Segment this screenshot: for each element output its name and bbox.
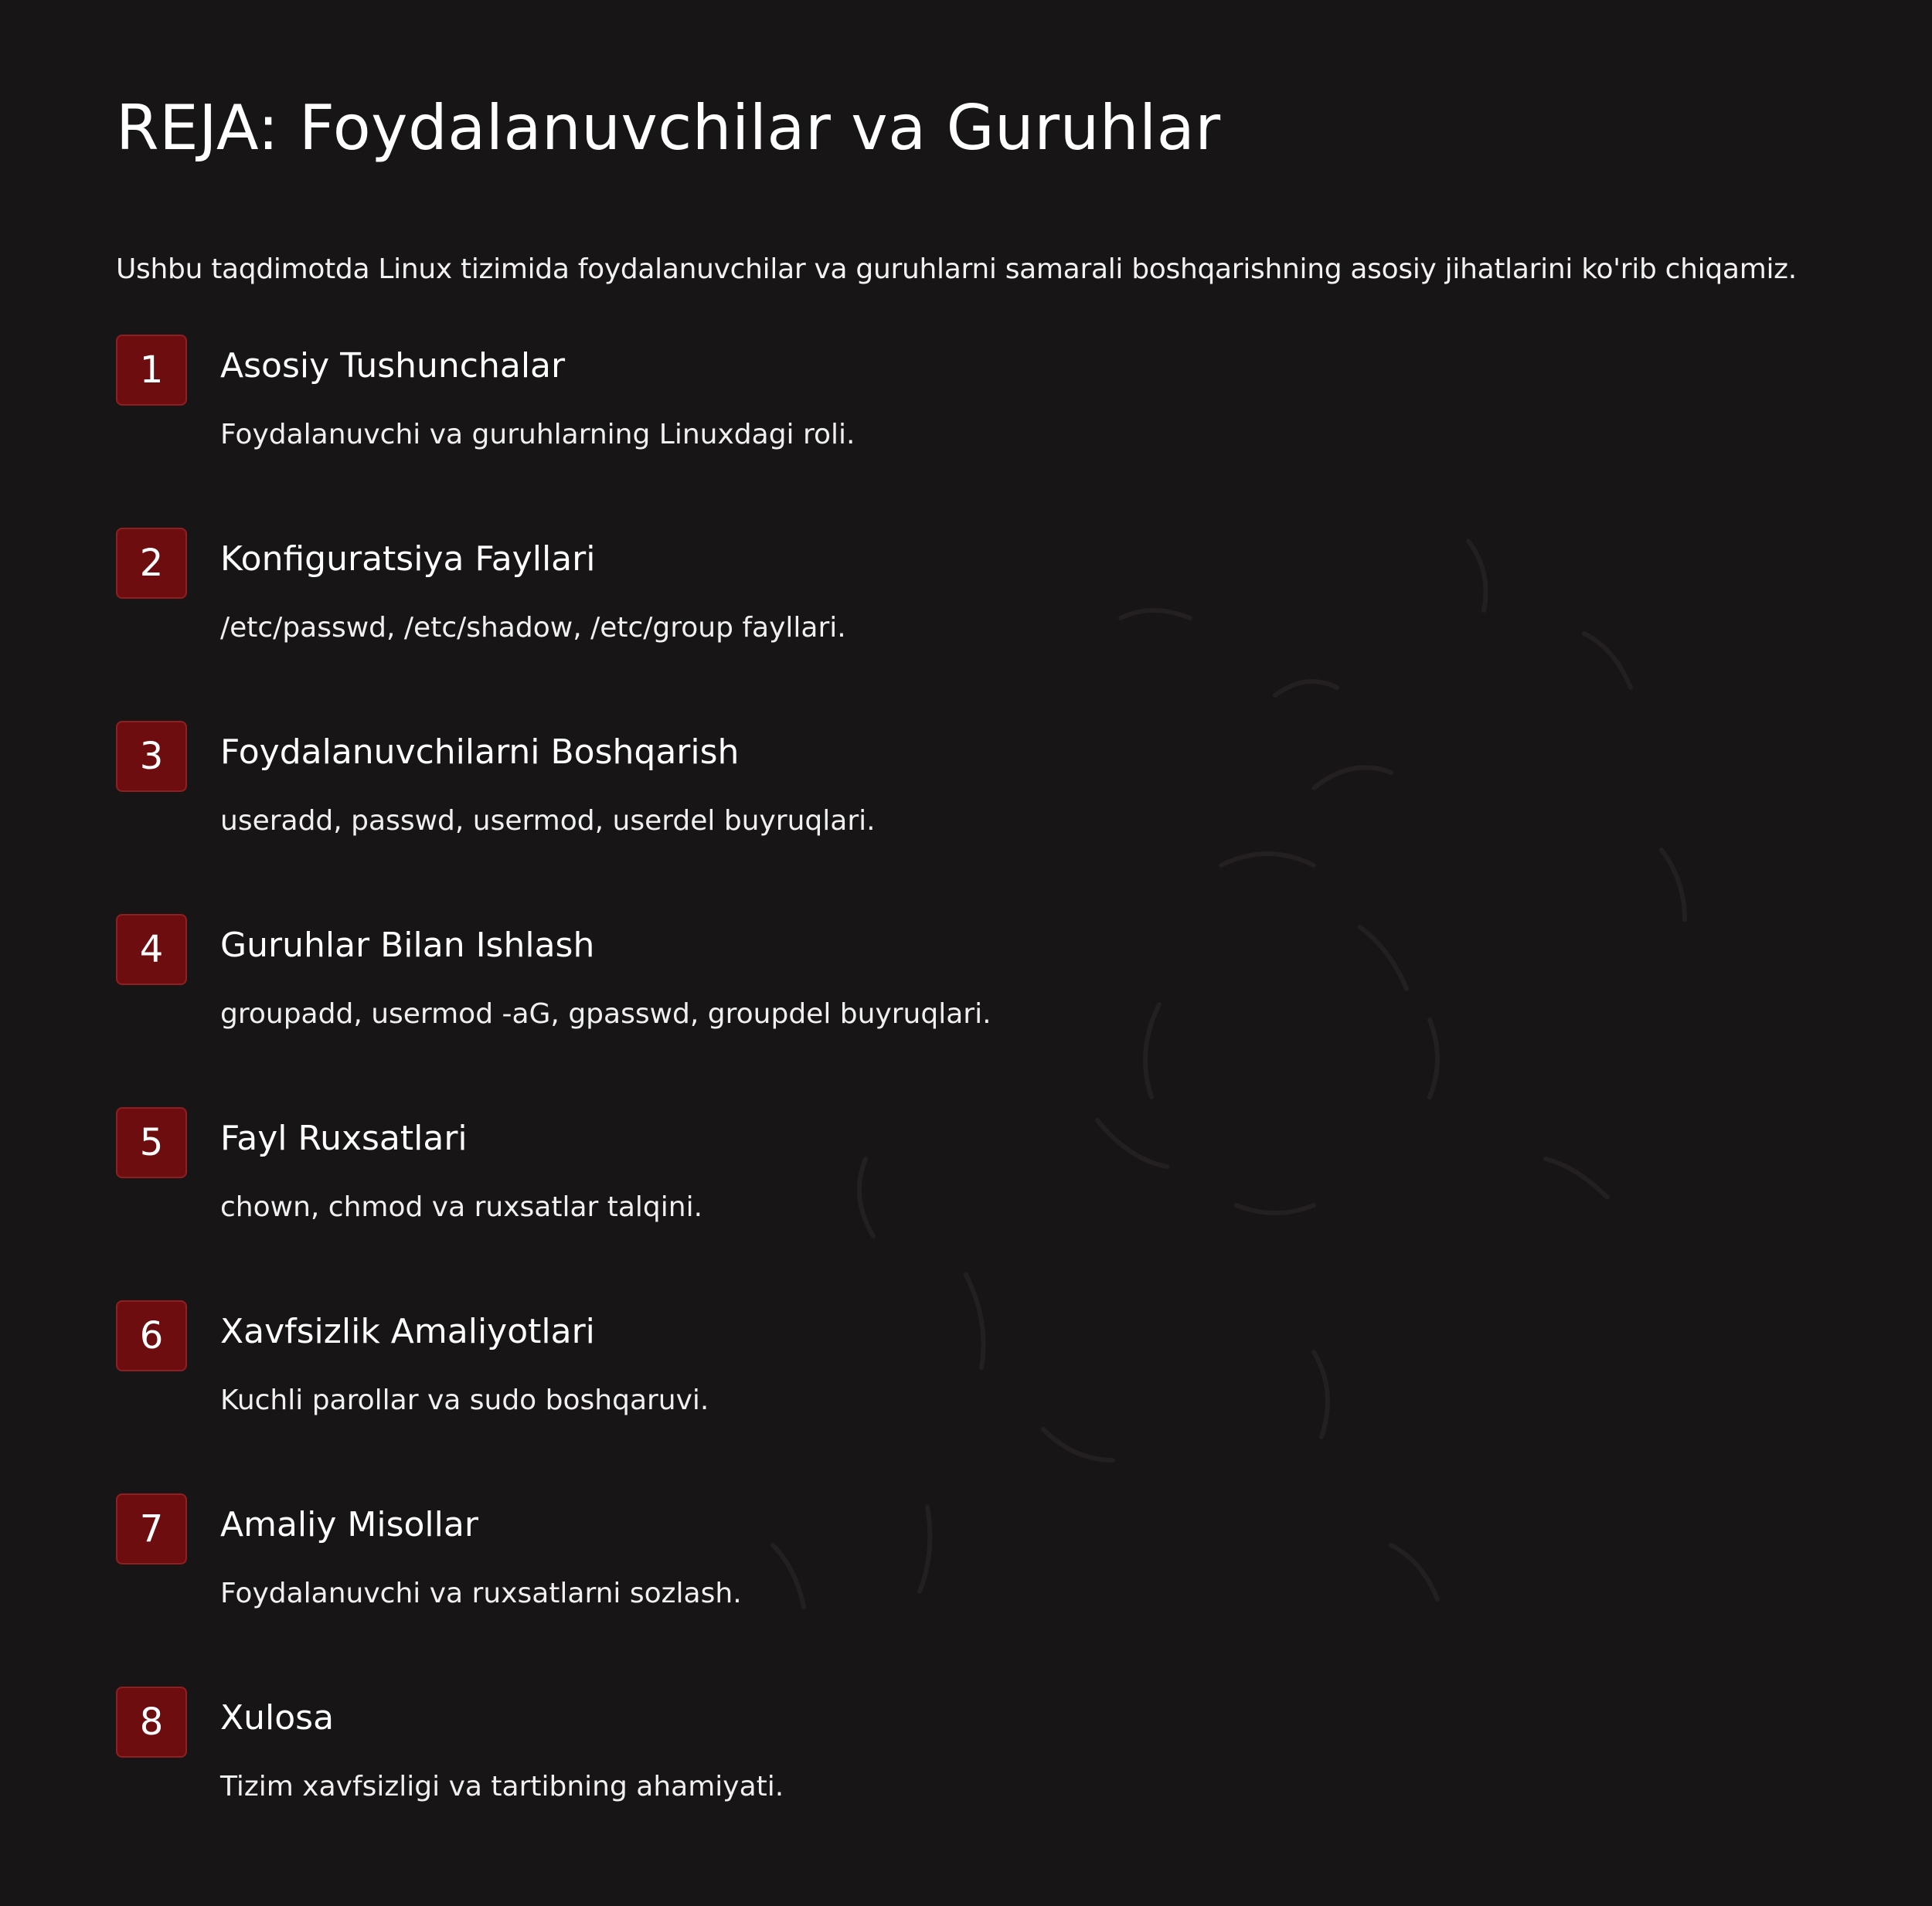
item-number-badge: 1 xyxy=(116,335,187,406)
agenda-item xyxy=(116,721,1816,875)
item-title: Amaliy Misollar xyxy=(220,1505,478,1544)
agenda-item xyxy=(116,914,1816,1069)
agenda-item xyxy=(116,528,1816,682)
item-title: Asosiy Tushunchalar xyxy=(220,346,566,386)
item-title: Xulosa xyxy=(220,1698,335,1738)
agenda-item xyxy=(116,1493,1816,1648)
item-title: Xavfsizlik Amaliyotlari xyxy=(220,1312,595,1351)
item-number-badge: 6 xyxy=(116,1300,187,1371)
item-number-badge: 8 xyxy=(116,1687,187,1758)
item-title: Foydalanuvchilarni Boshqarish xyxy=(220,732,740,772)
item-description: Tizim xavfsizligi va tartibning ahamiyati. xyxy=(220,1771,784,1802)
item-title: Konfiguratsiya Fayllari xyxy=(220,539,596,579)
agenda-item xyxy=(116,1107,1816,1262)
item-number-badge: 4 xyxy=(116,914,187,985)
item-title: Fayl Ruxsatlari xyxy=(220,1119,468,1158)
agenda-item xyxy=(116,1300,1816,1455)
item-number-badge: 5 xyxy=(116,1107,187,1178)
item-number-badge: 7 xyxy=(116,1493,187,1565)
item-title: Guruhlar Bilan Ishlash xyxy=(220,926,595,965)
slide-intro: Ushbu taqdimotda Linux tizimida foydalanuvchilar va guruhlarni samarali boshqarishning asosiy jihatlarini ko'rib chiqamiz. xyxy=(116,253,1797,285)
item-description: /etc/passwd, /etc/shadow, /etc/group fayllari. xyxy=(220,612,846,644)
item-description: chown, chmod va ruxsatlar talqini. xyxy=(220,1191,703,1223)
agenda-item xyxy=(116,335,1816,489)
item-number-badge: 2 xyxy=(116,528,187,599)
item-description: groupadd, usermod -aG, gpasswd, groupdel buyruqlari. xyxy=(220,998,992,1030)
slide-title: REJA: Foydalanuvchilar va Guruhlar xyxy=(116,92,1221,164)
item-description: Foydalanuvchi va guruhlarning Linuxdagi roli. xyxy=(220,419,855,450)
item-description: Kuchli parollar va sudo boshqaruvi. xyxy=(220,1384,709,1416)
item-number-badge: 3 xyxy=(116,721,187,792)
item-description: useradd, passwd, usermod, userdel buyruqlari. xyxy=(220,805,876,837)
item-description: Foydalanuvchi va ruxsatlarni sozlash. xyxy=(220,1578,742,1609)
agenda-item xyxy=(116,1687,1816,1841)
